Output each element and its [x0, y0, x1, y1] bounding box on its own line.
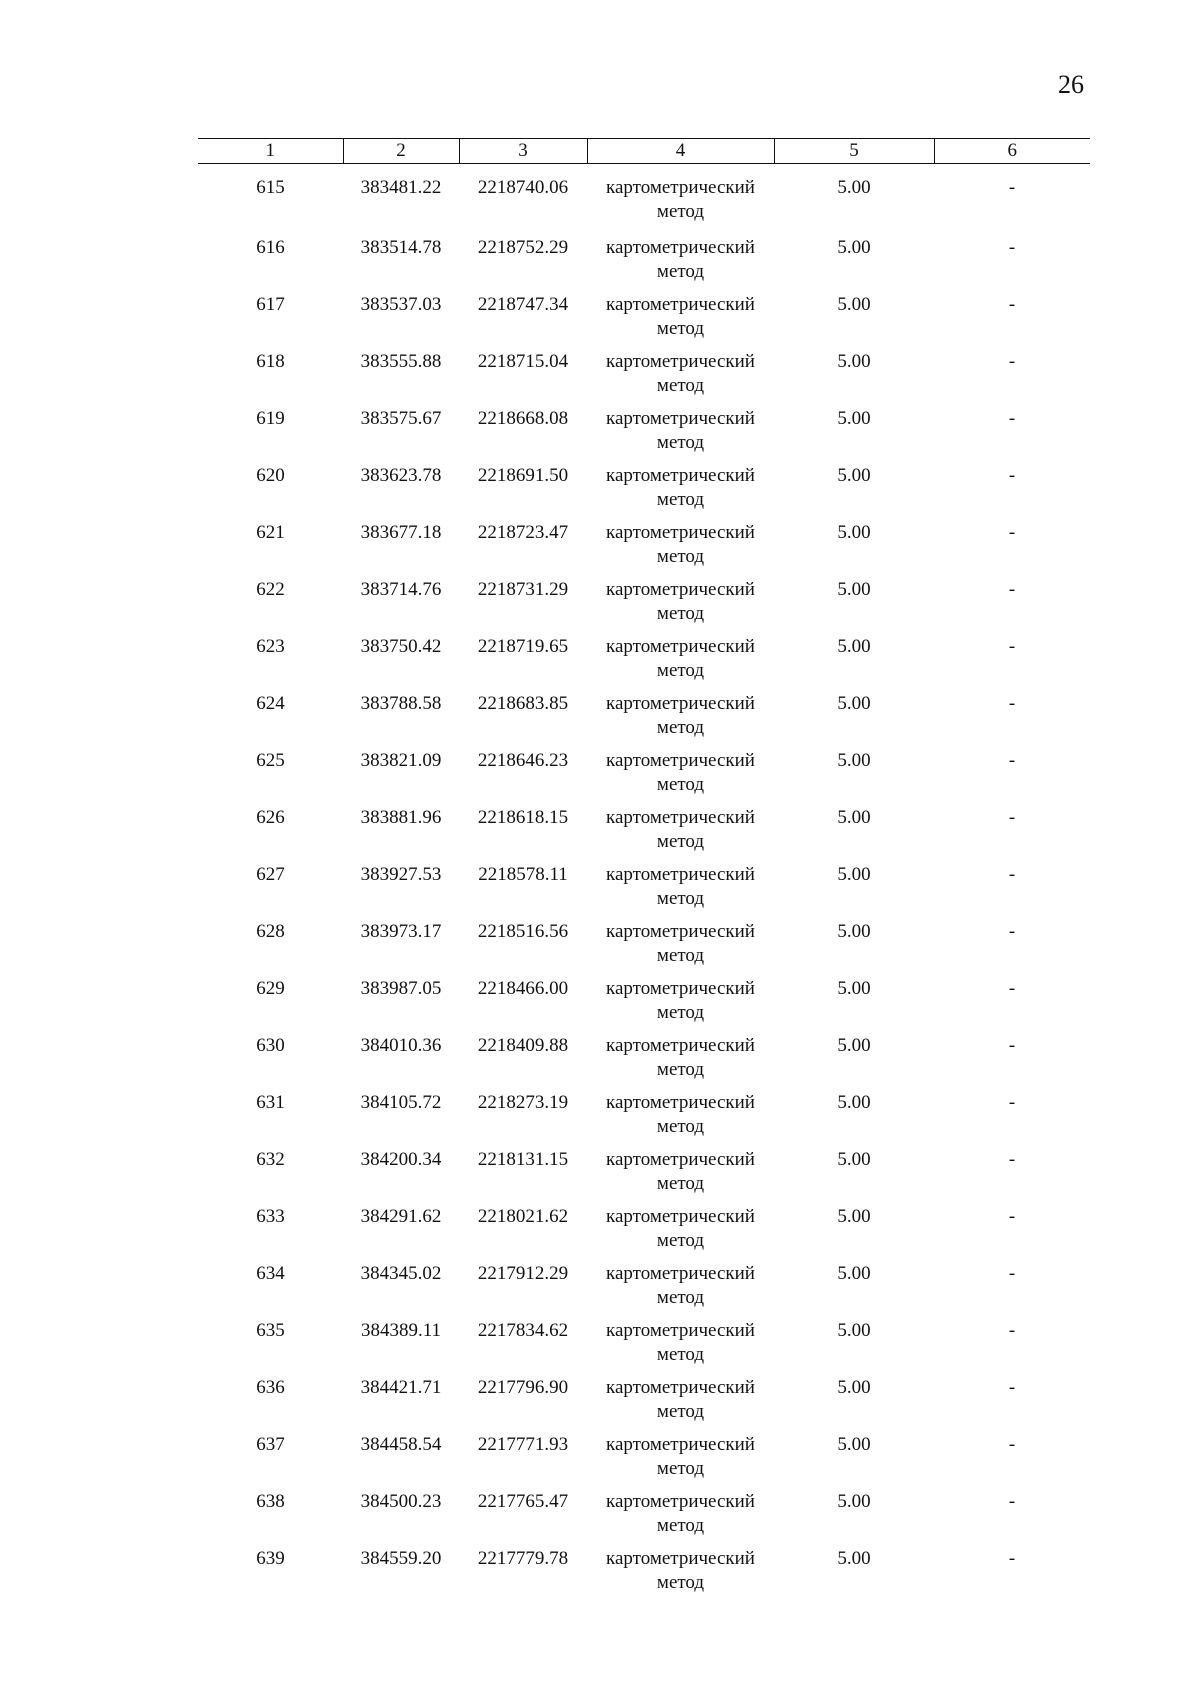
point-number: 619 [256, 408, 285, 429]
coordinate-y: 2217771.93 [477, 1434, 569, 1455]
note-value: - [1008, 978, 1016, 999]
method-line-2: метод [656, 945, 705, 966]
coordinate-y: 2218618.15 [477, 807, 569, 828]
note-value: - [1008, 1377, 1016, 1398]
note-value: - [1008, 636, 1016, 657]
coordinate-y: 2218466.00 [477, 978, 569, 999]
accuracy-value: 5.00 [837, 1263, 871, 1284]
note-value: - [1008, 750, 1016, 771]
table-row [198, 1433, 1090, 1490]
column-header-3: 3 [459, 139, 587, 164]
coordinate-x: 383714.76 [360, 579, 442, 600]
table-row [198, 1319, 1090, 1376]
note-value: - [1008, 1149, 1016, 1170]
accuracy-value: 5.00 [837, 1377, 871, 1398]
method-line-1: картометрический [606, 1434, 755, 1455]
table-row [198, 692, 1090, 749]
method-line-2: метод [656, 201, 705, 222]
coordinate-x: 384010.36 [360, 1035, 442, 1056]
method-line-1: картометрический [606, 1377, 755, 1398]
page-number: 26 [1058, 70, 1084, 99]
point-number: 628 [256, 921, 285, 942]
point-number: 634 [256, 1263, 285, 1284]
method-line-1: картометрический [606, 579, 755, 600]
method-line-1: картометрический [606, 351, 755, 372]
coordinate-y: 2218752.29 [477, 237, 569, 258]
table-row [198, 236, 1090, 293]
table-row [198, 1376, 1090, 1433]
column-header-4: 4 [587, 139, 774, 164]
point-number: 635 [256, 1320, 285, 1341]
method-line-2: метод [656, 1287, 705, 1308]
method-line-1: картометрический [606, 1206, 755, 1227]
accuracy-value: 5.00 [837, 237, 871, 258]
accuracy-value: 5.00 [837, 1434, 871, 1455]
point-number: 639 [256, 1548, 285, 1569]
coordinate-x: 383677.18 [360, 522, 442, 543]
method-line-2: метод [656, 432, 705, 453]
method-cell [587, 1547, 774, 1604]
note-value: - [1008, 294, 1016, 315]
note-value: - [1008, 177, 1016, 198]
accuracy-value: 5.00 [837, 294, 871, 315]
method-cell [587, 521, 774, 578]
accuracy-value: 5.00 [837, 693, 871, 714]
coordinate-x: 384105.72 [360, 1092, 442, 1113]
table-row [198, 977, 1090, 1034]
method-line-1: картометрический [606, 1548, 755, 1569]
method-line-1: картометрический [606, 921, 755, 942]
accuracy-value: 5.00 [837, 408, 871, 429]
method-line-1: картометрический [606, 1149, 755, 1170]
coordinate-x: 383927.53 [360, 864, 442, 885]
coordinate-y: 2218273.19 [477, 1092, 569, 1113]
point-number: 616 [256, 237, 285, 258]
note-value: - [1008, 1548, 1016, 1569]
coordinate-y: 2218646.23 [477, 750, 569, 771]
note-value: - [1008, 579, 1016, 600]
coordinate-y: 2218409.88 [477, 1035, 569, 1056]
coordinate-x: 383481.22 [360, 177, 442, 198]
method-line-2: метод [656, 546, 705, 567]
method-cell [587, 749, 774, 806]
method-cell [587, 293, 774, 350]
coordinate-y: 2218578.11 [478, 864, 568, 885]
method-line-2: метод [656, 261, 705, 282]
coordinate-y: 2218719.65 [477, 636, 569, 657]
method-line-1: картометрический [606, 522, 755, 543]
coordinate-x: 383750.42 [360, 636, 442, 657]
coordinate-y: 2217834.62 [477, 1320, 569, 1341]
method-line-2: метод [656, 1116, 705, 1137]
method-line-2: метод [656, 1059, 705, 1080]
point-number: 623 [256, 636, 285, 657]
coordinate-x: 383821.09 [360, 750, 442, 771]
method-cell [587, 1433, 774, 1490]
note-value: - [1008, 408, 1016, 429]
table-row [198, 464, 1090, 521]
method-line-2: метод [656, 1002, 705, 1023]
method-cell [587, 1205, 774, 1262]
method-line-2: метод [656, 1173, 705, 1194]
table-row [198, 1205, 1090, 1262]
method-line-2: метод [656, 603, 705, 624]
point-number: 627 [256, 864, 285, 885]
accuracy-value: 5.00 [837, 1206, 871, 1227]
method-line-2: метод [656, 660, 705, 681]
method-cell [587, 1148, 774, 1205]
point-number: 625 [256, 750, 285, 771]
method-line-1: картометрический [606, 693, 755, 714]
coordinate-x: 383987.05 [360, 978, 442, 999]
table-row [198, 635, 1090, 692]
method-line-2: метод [656, 1401, 705, 1422]
note-value: - [1008, 693, 1016, 714]
method-cell [587, 350, 774, 407]
method-line-1: картометрический [606, 237, 755, 258]
method-line-2: метод [656, 1572, 705, 1593]
accuracy-value: 5.00 [837, 750, 871, 771]
method-cell [587, 1490, 774, 1547]
coordinate-x: 384458.54 [360, 1434, 442, 1455]
method-line-1: картометрический [606, 177, 755, 198]
method-cell [587, 164, 774, 237]
column-header-1: 1 [198, 139, 343, 164]
point-number: 630 [256, 1035, 285, 1056]
coordinate-y: 2218516.56 [477, 921, 569, 942]
coordinate-x: 383555.88 [360, 351, 442, 372]
method-cell [587, 1319, 774, 1376]
coordinate-x: 384345.02 [360, 1263, 442, 1284]
note-value: - [1008, 351, 1016, 372]
point-number: 624 [256, 693, 285, 714]
method-line-2: метод [656, 318, 705, 339]
table-row [198, 293, 1090, 350]
coordinate-y: 2217796.90 [477, 1377, 569, 1398]
method-line-1: картометрический [606, 408, 755, 429]
table-header [198, 139, 1090, 164]
method-line-1: картометрический [606, 465, 755, 486]
method-line-1: картометрический [606, 807, 755, 828]
coordinate-y: 2218021.62 [477, 1206, 569, 1227]
point-number: 618 [256, 351, 285, 372]
method-line-1: картометрический [606, 636, 755, 657]
coordinates-table [198, 138, 1090, 1604]
accuracy-value: 5.00 [837, 1035, 871, 1056]
note-value: - [1008, 921, 1016, 942]
method-cell [587, 1034, 774, 1091]
coordinate-x: 383514.78 [360, 237, 442, 258]
method-cell [587, 920, 774, 977]
method-line-2: метод [656, 774, 705, 795]
method-cell [587, 806, 774, 863]
accuracy-value: 5.00 [837, 1548, 871, 1569]
note-value: - [1008, 1263, 1016, 1284]
point-number: 638 [256, 1491, 285, 1512]
column-header-2: 2 [343, 139, 459, 164]
column-header-5: 5 [774, 139, 934, 164]
accuracy-value: 5.00 [837, 636, 871, 657]
table-row [198, 920, 1090, 977]
accuracy-value: 5.00 [837, 1149, 871, 1170]
method-line-2: метод [656, 1515, 705, 1536]
method-line-1: картометрический [606, 1263, 755, 1284]
coordinate-y: 2218723.47 [477, 522, 569, 543]
coordinate-x: 384389.11 [360, 1320, 442, 1341]
note-value: - [1008, 237, 1016, 258]
header-row [198, 139, 1090, 164]
coordinate-x: 383575.67 [360, 408, 442, 429]
table-row [198, 1547, 1090, 1604]
accuracy-value: 5.00 [837, 1320, 871, 1341]
method-line-2: метод [656, 1344, 705, 1365]
point-number: 629 [256, 978, 285, 999]
table-row [198, 1034, 1090, 1091]
accuracy-value: 5.00 [837, 465, 871, 486]
note-value: - [1008, 522, 1016, 543]
method-line-2: метод [656, 375, 705, 396]
point-number: 622 [256, 579, 285, 600]
table-row [198, 164, 1090, 237]
method-line-1: картометрический [606, 1320, 755, 1341]
table-row [198, 407, 1090, 464]
coordinate-x: 384200.34 [360, 1149, 442, 1170]
coordinate-y: 2218731.29 [477, 579, 569, 600]
point-number: 621 [256, 522, 285, 543]
note-value: - [1008, 1092, 1016, 1113]
method-cell [587, 464, 774, 521]
method-line-2: метод [656, 831, 705, 852]
coordinate-x: 383788.58 [360, 693, 442, 714]
note-value: - [1008, 807, 1016, 828]
coordinate-x: 384421.71 [360, 1377, 442, 1398]
table-row [198, 350, 1090, 407]
accuracy-value: 5.00 [837, 1092, 871, 1113]
point-number: 636 [256, 1377, 285, 1398]
accuracy-value: 5.00 [837, 864, 871, 885]
table-body [198, 164, 1090, 1605]
note-value: - [1008, 1491, 1016, 1512]
note-value: - [1008, 465, 1016, 486]
point-number: 617 [256, 294, 285, 315]
point-number: 633 [256, 1206, 285, 1227]
accuracy-value: 5.00 [837, 522, 871, 543]
column-header-6: 6 [934, 139, 1090, 164]
coordinate-y: 2217912.29 [477, 1263, 569, 1284]
coordinate-x: 383537.03 [360, 294, 442, 315]
accuracy-value: 5.00 [837, 978, 871, 999]
coordinate-x: 383973.17 [360, 921, 442, 942]
note-value: - [1008, 1035, 1016, 1056]
coordinate-x: 383623.78 [360, 465, 442, 486]
coordinate-y: 2218747.34 [477, 294, 569, 315]
table-row [198, 749, 1090, 806]
method-line-2: метод [656, 1230, 705, 1251]
method-cell [587, 635, 774, 692]
note-value: - [1008, 1206, 1016, 1227]
coordinate-y: 2218740.06 [477, 177, 569, 198]
point-number: 620 [256, 465, 285, 486]
method-cell [587, 1091, 774, 1148]
coordinate-y: 2217779.78 [477, 1548, 569, 1569]
coordinate-x: 383881.96 [360, 807, 442, 828]
table-row [198, 806, 1090, 863]
method-cell [587, 578, 774, 635]
method-cell [587, 692, 774, 749]
method-line-2: метод [656, 888, 705, 909]
accuracy-value: 5.00 [837, 177, 871, 198]
note-value: - [1008, 1320, 1016, 1341]
coordinate-x: 384291.62 [360, 1206, 442, 1227]
method-cell [587, 977, 774, 1034]
method-line-2: метод [656, 489, 705, 510]
method-line-1: картометрический [606, 978, 755, 999]
accuracy-value: 5.00 [837, 807, 871, 828]
method-line-2: метод [656, 717, 705, 738]
method-cell [587, 407, 774, 464]
method-cell [587, 1262, 774, 1319]
method-line-1: картометрический [606, 1491, 755, 1512]
table-row [198, 521, 1090, 578]
coordinate-y: 2218668.08 [477, 408, 569, 429]
coordinate-x: 384500.23 [360, 1491, 442, 1512]
accuracy-value: 5.00 [837, 1491, 871, 1512]
method-line-2: метод [656, 1458, 705, 1479]
point-number: 631 [256, 1092, 285, 1113]
method-cell [587, 863, 774, 920]
note-value: - [1008, 1434, 1016, 1455]
coordinate-y: 2218691.50 [477, 465, 569, 486]
method-line-1: картометрический [606, 750, 755, 771]
note-value: - [1008, 864, 1016, 885]
point-number: 626 [256, 807, 285, 828]
table-row [198, 1091, 1090, 1148]
method-cell [587, 236, 774, 293]
table-row [198, 1148, 1090, 1205]
table-row [198, 1490, 1090, 1547]
point-number: 632 [256, 1149, 285, 1170]
table-row [198, 578, 1090, 635]
coordinate-y: 2218131.15 [477, 1149, 569, 1170]
method-cell [587, 1376, 774, 1433]
coordinate-y: 2217765.47 [477, 1491, 569, 1512]
accuracy-value: 5.00 [837, 351, 871, 372]
method-line-1: картометрический [606, 1035, 755, 1056]
point-number: 637 [256, 1434, 285, 1455]
table-row [198, 1262, 1090, 1319]
method-line-1: картометрический [606, 1092, 755, 1113]
point-number: 615 [256, 177, 285, 198]
coordinate-y: 2218683.85 [477, 693, 569, 714]
accuracy-value: 5.00 [837, 921, 871, 942]
method-line-1: картометрический [606, 864, 755, 885]
table-row [198, 863, 1090, 920]
method-line-1: картометрический [606, 294, 755, 315]
coordinate-x: 384559.20 [360, 1548, 442, 1569]
accuracy-value: 5.00 [837, 579, 871, 600]
coordinate-y: 2218715.04 [477, 351, 569, 372]
